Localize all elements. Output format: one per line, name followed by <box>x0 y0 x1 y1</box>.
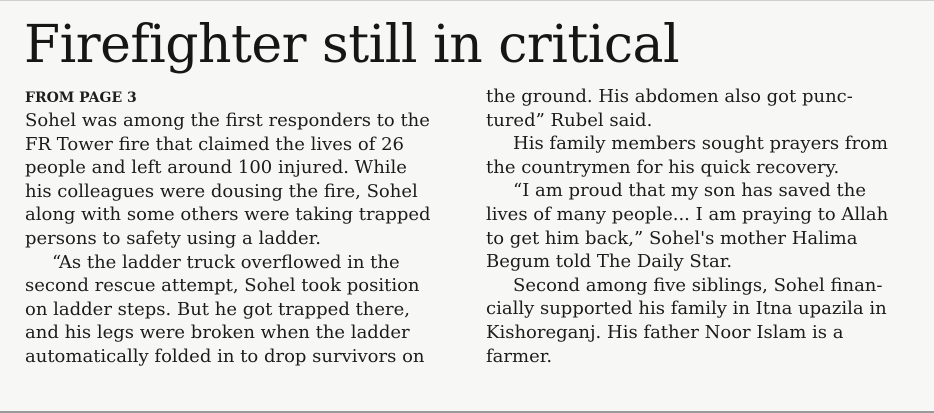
body-line: the ground. His abdomen also got punc- <box>486 86 853 107</box>
body-line: to get him back,” Sohel's mother Halima <box>486 227 858 249</box>
body-line: cially supported his family in Itna upazila in <box>486 298 887 320</box>
headline: Firefighter still in critical <box>24 15 680 75</box>
body-line: Begum told The Daily Star. <box>486 251 733 273</box>
paragraph-start-line: His family members sought prayers from <box>513 133 888 155</box>
paragraph-start-line: “I am proud that my son has saved the <box>513 180 867 202</box>
body-line: Sohel was among the first responders to the <box>25 110 430 131</box>
kicker-from-page: FROM PAGE 3 <box>25 90 137 106</box>
body-line: on ladder steps. But he got trapped there, <box>25 298 411 320</box>
body-line: his colleagues were dousing the fire, Sohel <box>25 180 418 202</box>
body-line: the countrymen for his quick recovery. <box>486 156 840 178</box>
body-line: FR Tower fire that claimed the lives of 26 <box>25 133 405 155</box>
body-line: tured” Rubel said. <box>486 109 653 131</box>
left-column <box>25 109 431 369</box>
body-line: along with some others were taking trapped <box>25 204 431 226</box>
body-line: persons to safety using a ladder. <box>25 227 322 249</box>
paragraph-start-line: Second among five siblings, Sohel finan- <box>513 274 883 296</box>
body-line: lives of many people... I am praying to Allah <box>486 203 889 225</box>
body-line: and his legs were broken when the ladder <box>25 322 410 344</box>
right-column <box>486 85 888 368</box>
body-line: people and left around 100 injured. While <box>25 157 407 179</box>
body-line: second rescue attempt, Sohel took position <box>25 275 420 297</box>
body-line: Kishoreganj. His father Noor Islam is a <box>486 321 844 343</box>
body-line: automatically folded in to drop survivors on <box>25 345 425 367</box>
paragraph-start-line: “As the ladder truck overflowed in the <box>52 251 400 273</box>
body-line: farmer. <box>486 345 553 367</box>
